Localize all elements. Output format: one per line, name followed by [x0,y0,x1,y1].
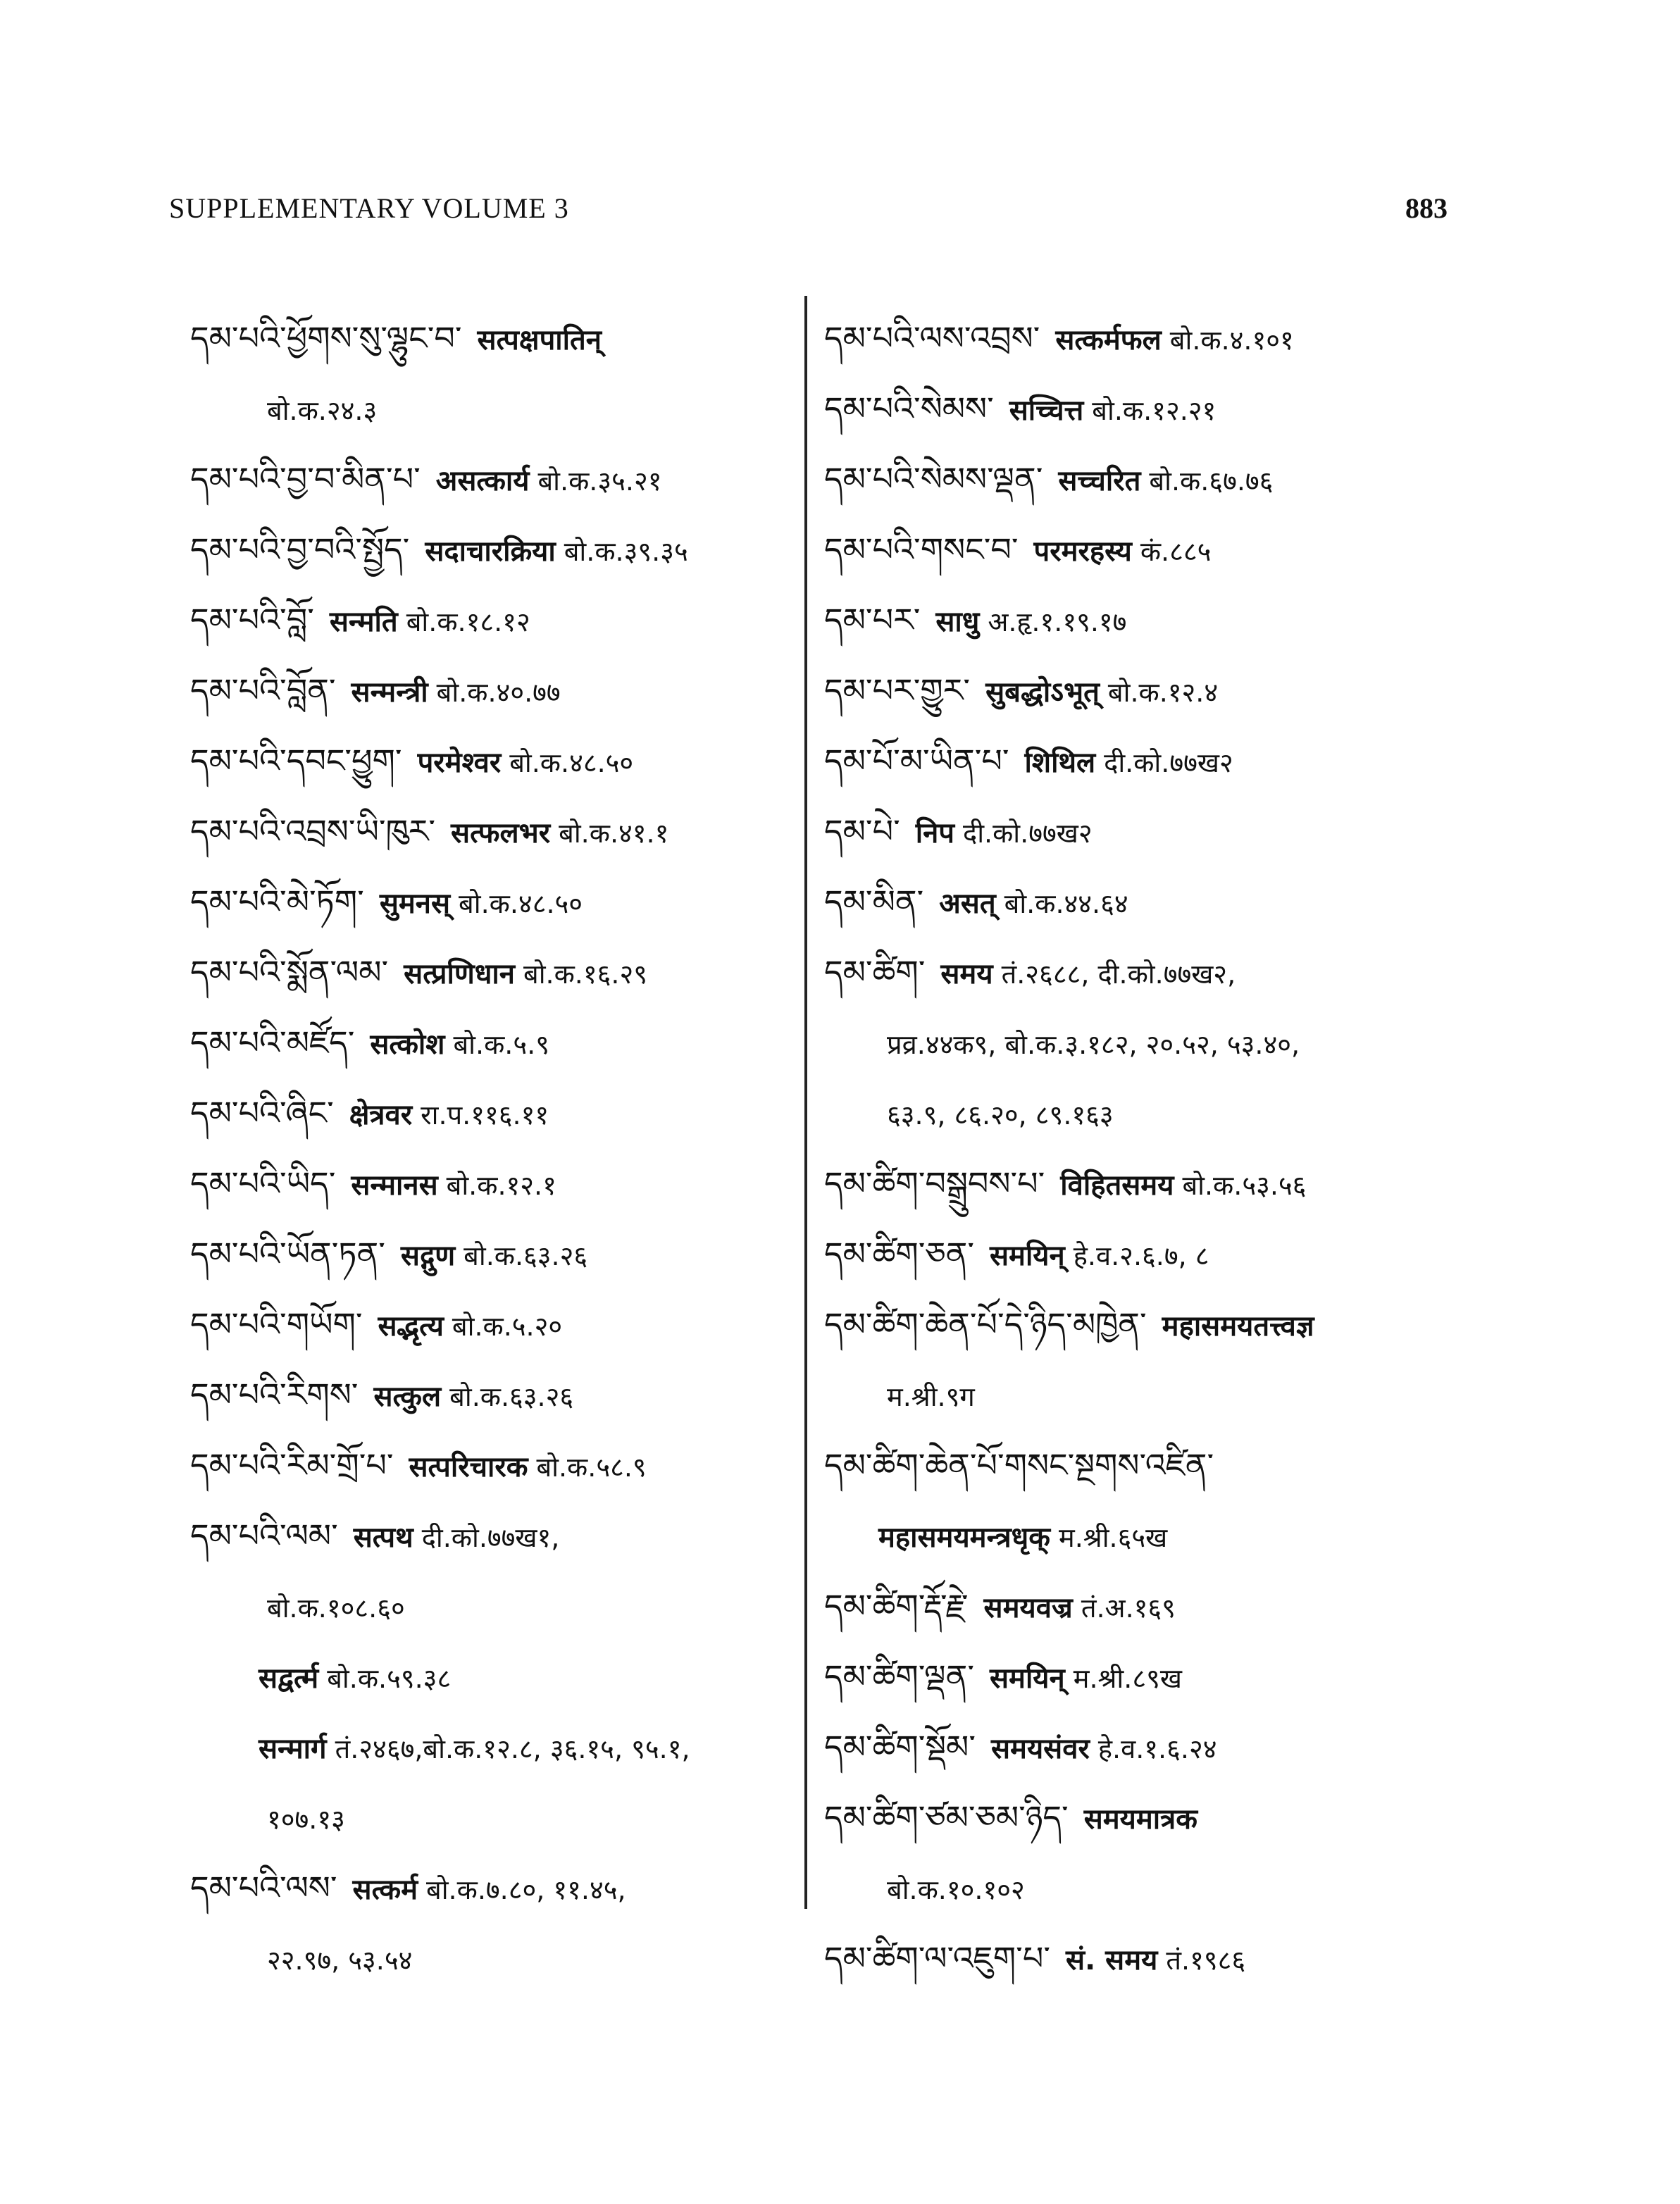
source-reference: बो.क.६३.२६ [449,1381,574,1412]
page-number: 883 [1405,192,1448,224]
source-reference: ६३.९, ८६.२०, ८९.१६३ [887,1100,1114,1131]
source-reference: दी.को.७७ख१, [421,1522,560,1553]
source-reference: बो.क.१०.१०२ [887,1874,1025,1905]
source-reference: हे.व.२.६.७, ८ [1073,1240,1209,1271]
sanskrit-term: सद्गुण [400,1240,456,1272]
sanskrit-term: सत्फलभर [451,817,551,849]
glossary-entry [190,1782,803,1853]
glossary-entry [190,1712,803,1782]
source-reference: तं.२४६७,बो.क.१२.८, ३६.१५, ९५.१, [335,1733,690,1764]
tibetan-term: དམ་ཚིག་བསྒྲུབས་པ་ [824,1164,1045,1202]
tibetan-term: དམ་པོ་མ་ཡིན་པ་ [824,742,1009,780]
glossary-entry [190,1853,803,1923]
sanskrit-term: सद्भृत्य [378,1310,444,1343]
tibetan-term: དམ་པའི་སྨོན་ལམ་ [190,953,389,991]
glossary-entry [824,655,1458,726]
source-reference: म.श्री.९ग [887,1381,975,1412]
glossary-entry [190,444,803,514]
source-reference: अ.हृ.१.१९.१७ [988,606,1127,637]
source-reference: रा.प.११६.११ [421,1100,549,1131]
source-reference: बो.क.६३.२६ [463,1240,588,1271]
source-reference: बो.क.१०८.६० [267,1593,405,1624]
sanskrit-term: सच्चरित [1058,465,1141,497]
source-reference: बो.क.७.८०, ११.४५, [426,1874,626,1905]
sanskrit-term: साधु [935,606,980,638]
glossary-entry [824,796,1458,866]
source-reference: बो.क.१८.१२ [406,606,530,637]
glossary-entry [190,866,803,937]
source-reference: बो.क.१२.२१ [1092,395,1217,426]
sanskrit-term: सन्मानस [351,1169,438,1202]
glossary-entry [190,1500,803,1571]
tibetan-term: དམ་པའི་ཡིད་ [190,1164,336,1202]
glossary-entry [190,1571,803,1641]
tibetan-term: དམ་པའི་གསང་བ་ [824,530,1019,568]
sanskrit-term: महासमयमन्त्रधृक् [878,1521,1050,1554]
glossary-entry [190,373,803,444]
column-divider [804,296,807,1909]
sanskrit-term: समयमात्रक [1083,1803,1197,1836]
tibetan-term: དམ་པའི་བློ་ [190,601,314,639]
tibetan-term: དམ་པའི་རིགས་ [190,1376,359,1414]
sanskrit-term: निप [915,817,955,849]
sanskrit-term: सत्प्रणिधान [404,958,515,990]
sanskrit-term: सत्कर्म [352,1874,418,1906]
tibetan-term: དམ་པའི་བྱ་བ་མིན་པ་ [190,460,421,498]
source-reference: बो.क.४८.५० [459,888,583,919]
tibetan-term: དམ་པའི་མེ་ཏོག་ [190,883,364,921]
tibetan-term: དམ་པའི་སེམས་ [824,390,994,428]
sanskrit-term: परमरहस्य [1033,535,1132,568]
glossary-entry [190,937,803,1007]
tibetan-term: དམ་པའི་ལམ་ [190,1517,338,1555]
source-reference: बो.क.१२.४ [1107,677,1219,708]
tibetan-term: དམ་པེ་ [824,812,900,850]
tibetan-term: དམ་ཚིག་ལྡན་ [824,1657,974,1695]
glossary-entry [824,1359,1458,1430]
tibetan-term: དམ་པའི་སེམས་ལྡན་ [824,460,1043,498]
source-reference: १०७.१३ [267,1804,345,1835]
sanskrit-term: परमेश्वर [417,747,502,779]
glossary-entry [824,1289,1458,1359]
glossary-entry [824,1430,1458,1500]
tibetan-term: དམ་ཚིག་ཙམ་ཅམ་ཉིད་ [824,1798,1069,1836]
glossary-entry [824,1712,1458,1782]
source-reference: तं.२६८८, दी.को.७७ख२, [1001,959,1236,990]
tibetan-term: དམ་པའི་ཕྱོགས་སུ་ལྷུང་བ་ [190,319,462,357]
glossary-entry [190,655,803,726]
glossary-entry [190,303,803,373]
glossary-entry [190,1641,803,1712]
glossary-entry [190,1430,803,1500]
left-column [190,303,803,1993]
tibetan-term: དམ་པའི་དབང་ཕྱུག་ [190,742,402,780]
tibetan-term: དམ་པར་གྱུར་ [824,671,971,709]
glossary-entry [824,866,1458,937]
sanskrit-term: सत्पथ [353,1521,413,1554]
source-reference: २२.९७, ५३.५४ [267,1945,413,1976]
glossary-entry [824,1571,1458,1641]
sanskrit-term: सुमनस् [379,888,451,920]
sanskrit-term: सत्कुल [373,1381,442,1413]
glossary-entry [190,1923,803,1993]
source-reference: बो.क.५३.५६ [1182,1170,1307,1201]
sanskrit-term: समयसंवर [991,1733,1090,1765]
glossary-entry [824,937,1458,1007]
sanskrit-term: सन्मति [329,606,398,638]
glossary-entry [824,444,1458,514]
source-reference: बो.क.६७.७६ [1149,466,1274,497]
glossary-entry [190,726,803,796]
tibetan-term: དམ་པའི་འབྲས་ཡི་ཁུར་ [190,812,436,850]
tibetan-term: དམ་པར་ [824,601,921,639]
source-reference: बो.क.५९.३८ [327,1663,452,1694]
sanskrit-term: सन्मार्ग [259,1733,327,1765]
source-reference: म.श्री.८९ख [1073,1663,1182,1694]
glossary-entry [190,796,803,866]
sanskrit-term: सद्वर्त्म [259,1662,319,1695]
tibetan-term: དམ་ཚིག་རྡོ་རྗེ་ [824,1587,969,1625]
glossary-entry [824,373,1458,444]
source-reference: बो.क.४०.७७ [436,677,561,708]
glossary-entry [190,585,803,655]
tibetan-term: དམ་པའི་ལས་ [190,1869,337,1907]
source-reference: दी.को.७७ख२ [1104,747,1233,778]
tibetan-term: དམ་པའི་ཡོན་ཏན་ [190,1235,385,1273]
source-reference: बो.क.४१.१ [559,818,669,849]
source-reference: तं.अ.१६९ [1081,1593,1176,1624]
glossary-entry [824,1641,1458,1712]
source-reference: बो.क.१२.१ [446,1170,556,1201]
sanskrit-term: क्षेत्रवर [349,1099,413,1131]
glossary-entry [824,726,1458,796]
source-reference: बो.क.१६.२९ [523,959,648,990]
source-reference: कं.८८५ [1140,536,1212,567]
sanskrit-term: असत् [939,888,996,920]
sanskrit-term: असत्कार्य [435,465,530,497]
sanskrit-term: शिथिल [1024,747,1096,779]
glossary-entry [190,1007,803,1078]
sanskrit-term: सत्परिचारक [409,1451,528,1483]
sanskrit-term: सन्मन्त्री [351,676,428,709]
source-reference: बो.क.५८.९ [536,1452,647,1483]
sanskrit-term: सत्कर्मफल [1055,324,1162,356]
source-reference: बो.क.२४.३ [267,395,378,426]
tibetan-term: དམ་པའི་ཞིང་ [190,1094,334,1132]
sanskrit-term: समयिन् [989,1240,1065,1272]
glossary-entry [190,1078,803,1148]
source-reference: बो.क.३९.३५ [564,536,688,567]
glossary-entry [190,1148,803,1219]
tibetan-term: དམ་པའི་བྱ་བའི་སྤྱོད་ [190,530,410,568]
glossary-entry [824,514,1458,585]
glossary-entry [824,1219,1458,1289]
source-reference: हे.व.१.६.२४ [1097,1733,1217,1764]
glossary-entry [824,1078,1458,1148]
sanskrit-term: सत्पक्षपातिन् [477,324,602,356]
tibetan-term: དམ་པའི་ལས་འབྲས་ [824,319,1040,357]
tibetan-term: དམ་པའི་རིམ་གྲོ་པ་ [190,1446,394,1484]
glossary-entry [824,1148,1458,1219]
tibetan-term: དམ་ཚིག་ལ་འཇུག་པ་ [824,1939,1050,1977]
tibetan-term: དམ་པའི་མཛོད་ [190,1023,355,1061]
running-title: SUPPLEMENTARY VOLUME 3 [169,192,569,224]
tibetan-term: དམ་ཚིག་ཆེན་པོ་གསང་སྔགས་འཛིན་ [824,1446,1214,1484]
glossary-entry [824,303,1458,373]
tibetan-term: དམ་པའི་གཡོག་ [190,1305,363,1343]
tibetan-term: དམ་མིན་ [824,883,924,921]
sanskrit-term: समय [940,958,993,990]
source-reference: बो.क.५.२० [452,1311,563,1342]
sanskrit-term: सुबद्धोऽभूत् [985,676,1100,709]
glossary-entry [824,585,1458,655]
glossary-entry [190,1359,803,1430]
glossary-entry [824,1923,1458,1993]
source-reference: दी.को.७७ख२ [963,818,1093,849]
tibetan-term: དམ་ཚིག་ཆེན་པོ་དེ་ཉིད་མཁྱེན་ [824,1305,1147,1343]
glossary-entry [824,1853,1458,1923]
source-reference: तं.१९८६ [1166,1945,1246,1976]
source-reference: बो.क.३५.२१ [537,466,662,497]
sanskrit-term: समयवज्र [983,1592,1073,1624]
glossary-entry [824,1500,1458,1571]
tibetan-term: དམ་ཚིག་སྡོམ་ [824,1728,976,1766]
source-reference: प्रव्र.४४क९, बो.क.३.१८२, २०.५२, ५३.४०, [887,1029,1300,1060]
tibetan-term: དམ་ཚིག་ [824,953,926,991]
source-reference: बो.क.४.१०१ [1169,325,1294,356]
right-column [824,303,1458,1993]
sanskrit-term: सं. समय [1066,1944,1158,1976]
sanskrit-term: समयिन् [989,1662,1065,1695]
sanskrit-term: सत्कोश [370,1028,445,1061]
source-reference: बो.क.५.९ [453,1029,549,1060]
source-reference: म.श्री.६५ख [1059,1522,1168,1553]
tibetan-term: དམ་པའི་བློན་ [190,671,336,709]
glossary-entry [190,1289,803,1359]
glossary-entry [190,1219,803,1289]
sanskrit-term: सच्चित्त [1009,394,1084,427]
page-header [169,192,1448,234]
tibetan-term: དམ་ཚིག་ཅན་ [824,1235,974,1273]
source-reference: बो.क.४८.५० [509,747,634,778]
sanskrit-term: विहितसमय [1060,1169,1174,1202]
glossary-entry [190,514,803,585]
sanskrit-term: महासमयतत्त्वज्ञ [1162,1310,1314,1343]
glossary-entry [824,1007,1458,1078]
glossary-entry [824,1782,1458,1853]
source-reference: बो.क.४४.६४ [1004,888,1128,919]
sanskrit-term: सदाचारक्रिया [425,535,556,568]
